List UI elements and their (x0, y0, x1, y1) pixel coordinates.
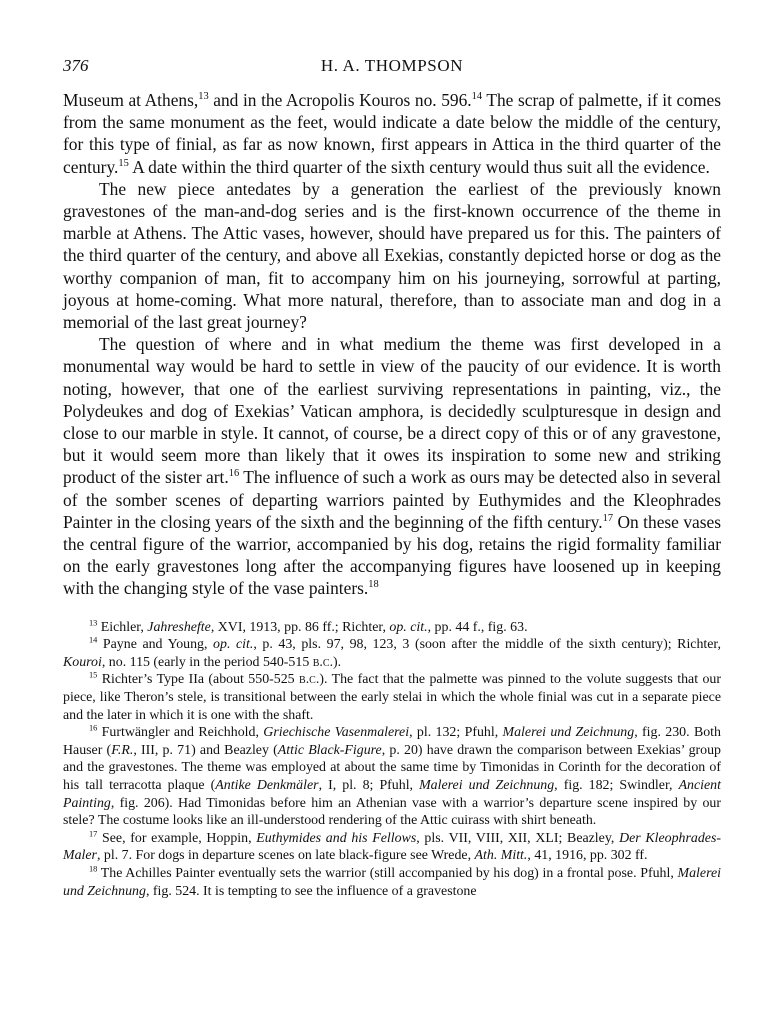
footnotes (63, 619, 721, 901)
text-span: and in the Acropolis Kouros no. 596. (208, 90, 472, 110)
text-span: The influence of such a work as ours may be detected also in several of the somber scenes of departing warriors painted by Euthymides and the Kleophrades Painter in the closing years of the sixth and the beginning of the fifth century. (63, 467, 721, 532)
footnote (63, 724, 721, 830)
text-span: , p. 20) have drawn the comparison between Exekias’ group and the gravestones. The theme was employed at about the same time by Timonidas in Corinth for the decoration of his tall terracotta plaque ( (63, 742, 721, 794)
footnote-ref: 13 (89, 618, 98, 628)
text-span: , no. 115 (early in the period 540-515 (101, 654, 313, 670)
text-span: The Achilles Painter eventually sets the warrior (still accompanied by his dog) in a frontal pose. Pfuhl, (97, 865, 678, 881)
text-span: , 41, 1916, pp. 302 ff. (527, 848, 648, 864)
text-span: Richter’s Type IIa (about 550-525 (97, 672, 300, 688)
text-span: On these vases the central figure of the warrior, accompanied by his dog, retains the rigid formality familiar on the early gravestones long after the accompanying figures have loosened up in keeping with the changing style of the vase painters. (63, 511, 721, 599)
footnote-ref: 18 (368, 579, 379, 591)
small-caps-text: b.c. (312, 654, 334, 670)
italic-text: Euthymides and his Fellows (256, 830, 417, 846)
italic-text: F.R. (111, 742, 134, 758)
text-span: Museum at Athens, (63, 90, 199, 110)
text-span: , pl. 7. For dogs in departure scenes on late black-figure see Wrede, (96, 848, 475, 864)
italic-text: Ancient Painting (63, 778, 721, 811)
small-caps-text: b.c. (299, 672, 320, 688)
text-span: , I, pl. 8; Pfuhl, (318, 778, 420, 794)
footnote-ref: 16 (228, 468, 240, 480)
italic-text: Jahreshefte (147, 619, 211, 635)
footnote-ref: 13 (198, 91, 209, 103)
text-span: , pl. 132; Pfuhl, (409, 725, 503, 741)
footnote-ref: 18 (89, 864, 98, 874)
text-span: The new piece antedates by a generation the earliest of the previously known gravestones of the man-and-dog series and is the first-known occurrence of the theme in marble at Athens. The Attic vases, however, should have prepared us for this. The painters of the third quarter of the century, and above all Exekias, constantly depicted horse or dog as the worthy companion of man, fit to accompany him on his journeying, sorrowful at parting, joyous at home-coming. What more natural, therefore, than to associate man and dog in a memorial of the last great journey? (63, 178, 721, 333)
italic-text: Malerei und Zeichnung (63, 865, 721, 899)
body-paragraph (63, 333, 721, 599)
italic-text: Malerei und Zeichnung (419, 778, 555, 794)
page (63, 56, 721, 900)
footnote (63, 619, 721, 637)
page-number: 376 (63, 56, 89, 75)
text-span: ). The fact that the palmette was pinned to the volute suggests that our piece, like Theron’s stele, is transitional between the early stelai in which the whole finial was cut in a separate piece and the later in which it is one with the shaft. (63, 672, 721, 723)
text-span: , fig. 524. It is tempting to see the influence of a gravestone (145, 883, 477, 899)
italic-text: Griechische Vasenmalerei (263, 725, 410, 741)
text-span: , XVI, 1913, pp. 86 ff.; Richter, (210, 619, 390, 635)
footnote-ref: 15 (118, 157, 129, 169)
body-paragraph (63, 178, 721, 333)
text-span: ). (333, 654, 342, 670)
text-span: , III, p. 71) and Beazley ( (133, 742, 278, 758)
footnote-ref: 16 (89, 723, 98, 733)
page-header (63, 56, 721, 82)
footnote (63, 865, 721, 900)
text-span: The question of where and in what medium the theme was first developed in a monumental way would be hard to settle in view of the paucity of our evidence. It is worth noting, however, that one of the earliest surviving representations in painting, viz., the Polydeukes and dog of Exekias’ Vatican amphora, is decidedly sculpturesque in design and close to our marble in style. It cannot, of course, be a direct copy of this or of any gravestone, but it would seem more than likely that it owes its inspiration to some new and striking product of the sister art. (63, 334, 721, 488)
footnote-ref: 17 (89, 829, 98, 839)
footnote (63, 671, 721, 724)
footnote-ref: 14 (471, 91, 483, 103)
italic-text: Antike Denkmäler (215, 778, 319, 794)
text-span: The scrap of palmette, if it comes from the same monument as the feet, would indicate a date below the middle of the century, for this type of finial, as far as now known, first appears in Attica in the third quarter of the century. (63, 90, 721, 177)
italic-text: Der Kleophrades-Maler (63, 830, 721, 864)
text-span: Furtwängler and Reichhold, (97, 725, 264, 741)
footnote (63, 830, 721, 865)
footnote-ref: 15 (89, 670, 98, 680)
text-span: Payne and Young, (97, 637, 214, 653)
footnote-ref: 17 (602, 513, 614, 525)
italic-text: op. cit. (213, 637, 254, 653)
text-span: Eichler, (97, 619, 148, 635)
text-span: A date within the third quarter of the sixth century would thus suit all the evidence. (128, 156, 710, 177)
text-span: , pp. 44 f., fig. 63. (427, 619, 528, 635)
text-span: , pls. VII, VIII, XII, XLI; Beazley, (416, 830, 620, 846)
italic-text: Ath. Mitt. (474, 848, 528, 864)
italic-text: Malerei und Zeichnung (502, 725, 635, 741)
text-span: , fig. 230. Both Hauser ( (63, 725, 721, 758)
text-span: , fig. 182; Swindler, (554, 778, 679, 794)
body-paragraph (63, 89, 721, 178)
italic-text: op. cit. (389, 619, 428, 635)
body-text (63, 89, 721, 600)
footnote (63, 636, 721, 671)
running-head: H. A. THOMPSON (320, 56, 464, 75)
footnote-ref: 14 (89, 635, 98, 645)
text-span: See, for example, Hoppin, (97, 830, 257, 846)
text-span: , p. 43, pls. 97, 98, 123, 3 (soon after the middle of the sixth century); Richter, (253, 637, 721, 653)
italic-text: Kouroi (63, 654, 102, 670)
text-span: , fig. 206). Had Timonidas before him an Athenian vase with a warrior’s departure scene inspired by our stele? The costume looks like an ill-understood rendering of the Attic cuirass with shirt beneath. (63, 795, 721, 829)
italic-text: Attic Black-Figure (277, 742, 382, 758)
